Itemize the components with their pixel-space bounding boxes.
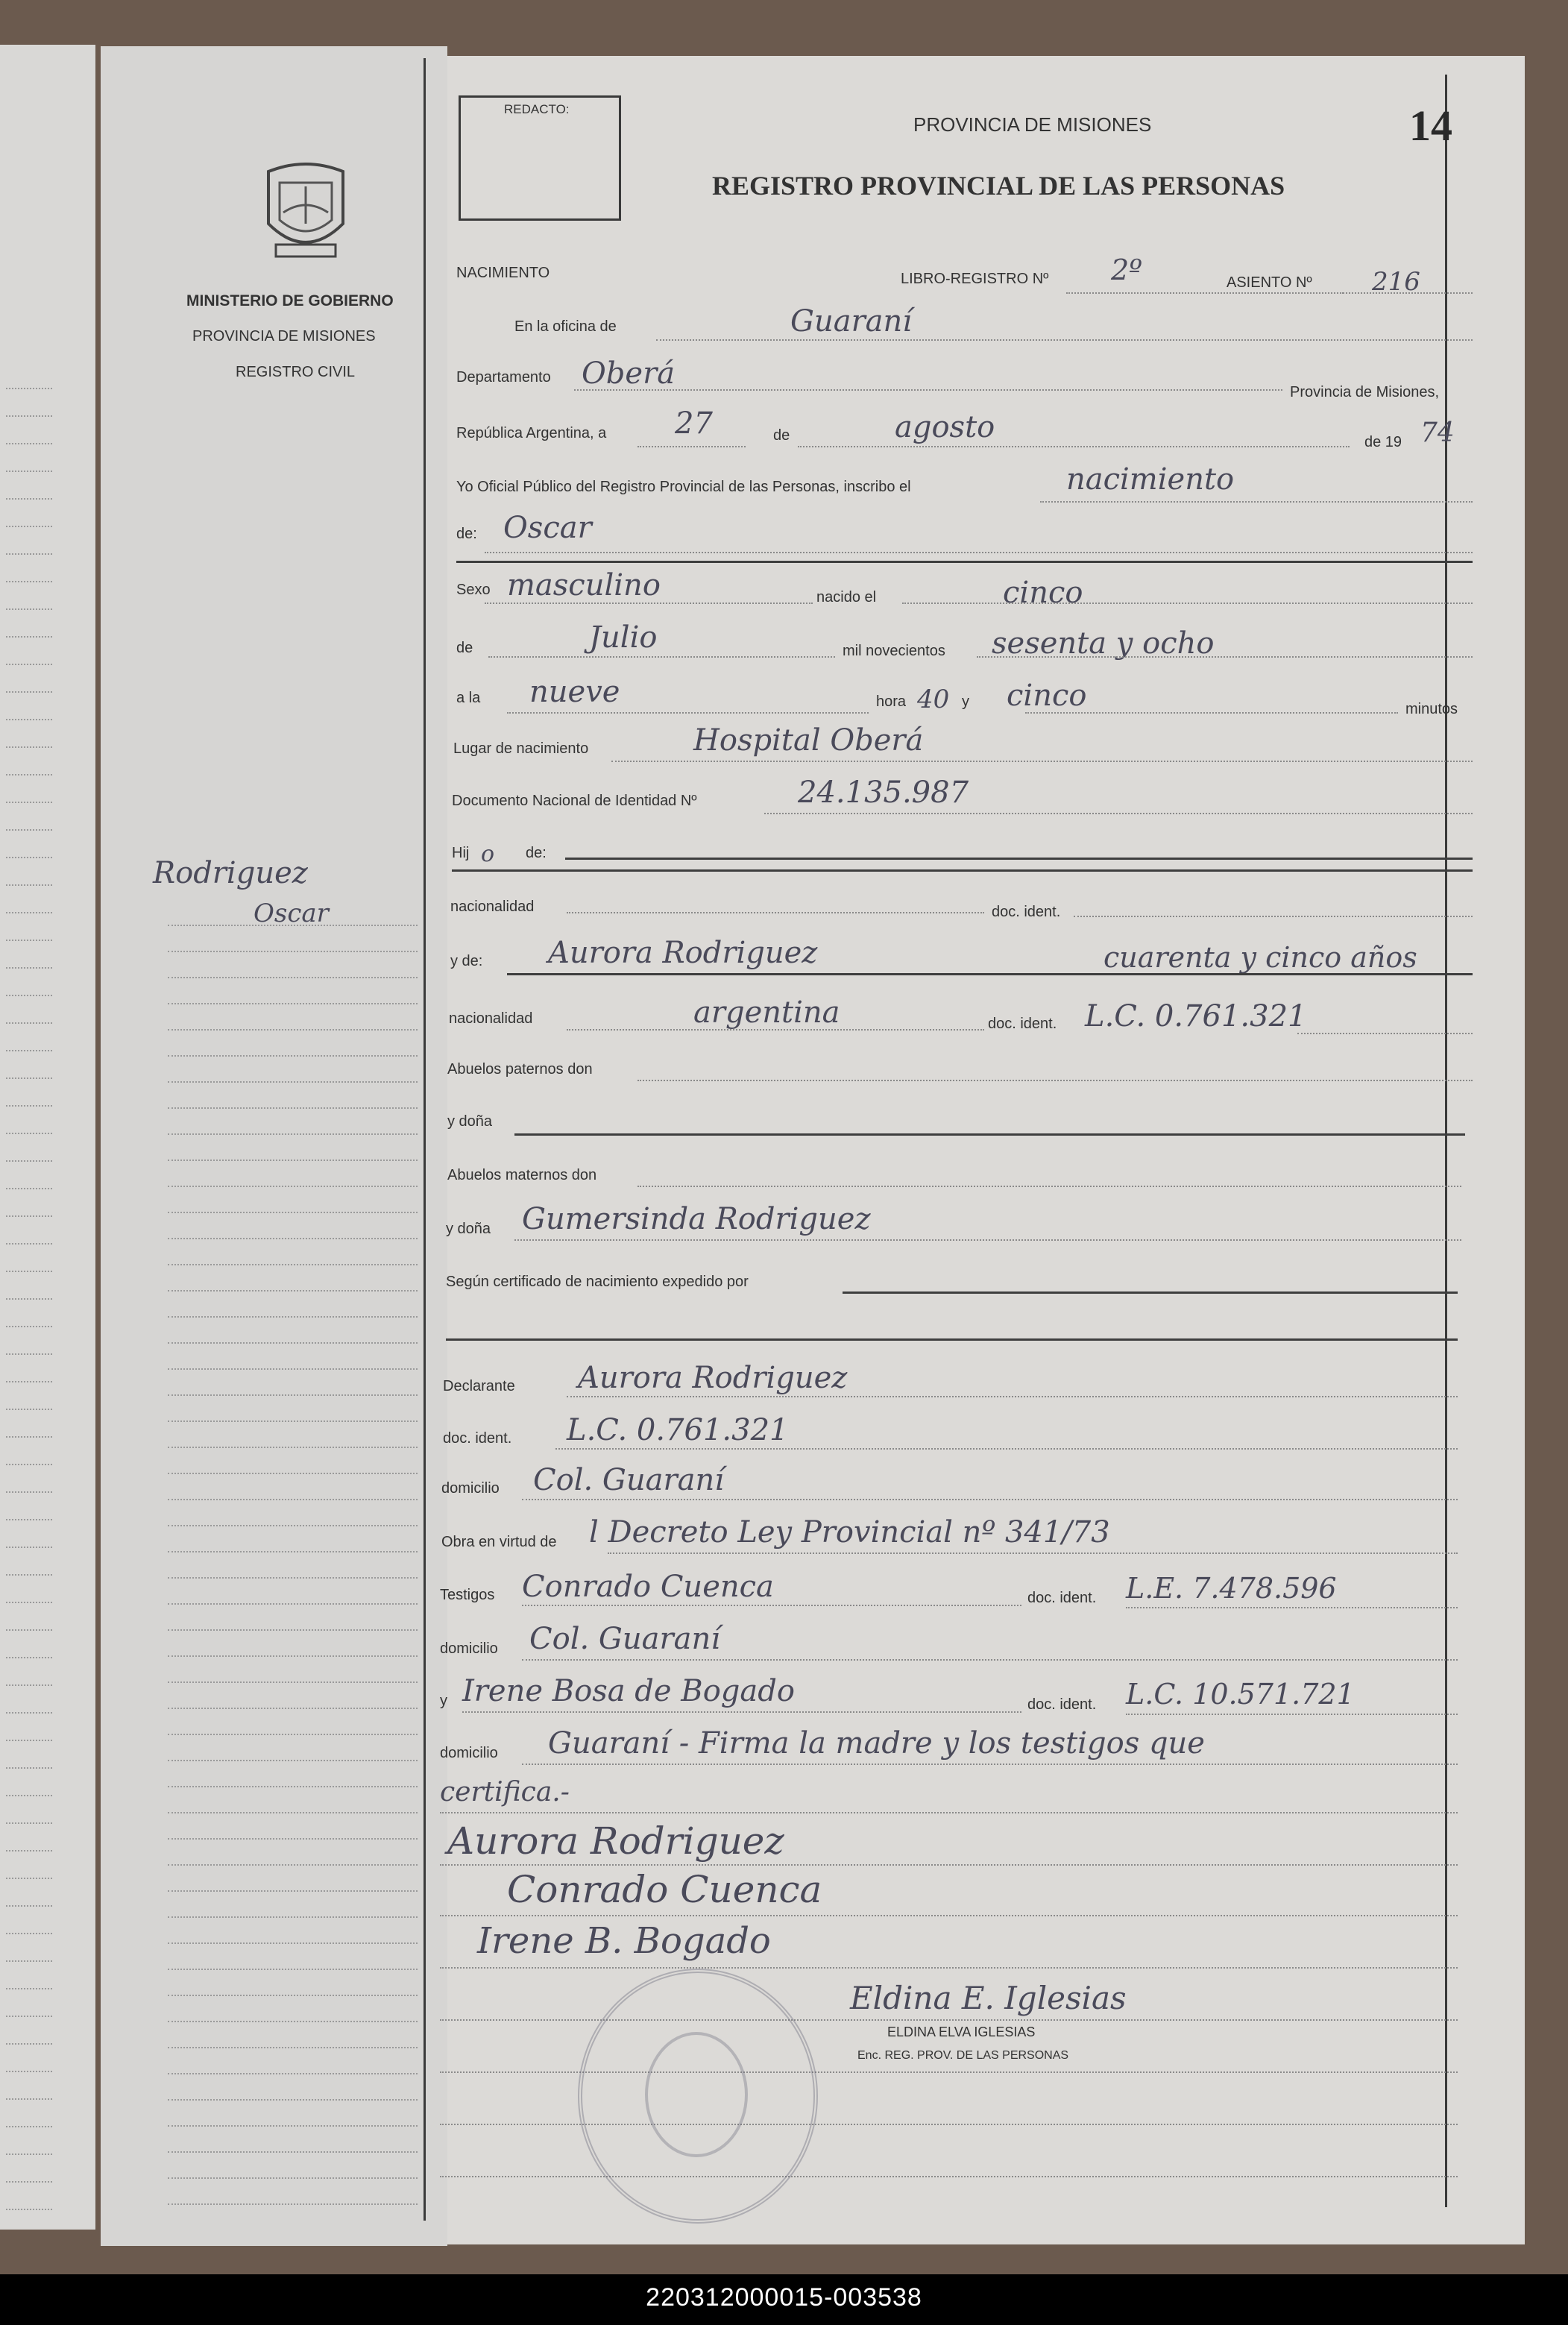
- libro-label: LIBRO-REGISTRO Nº: [901, 271, 1049, 287]
- left-strip-line: [6, 471, 52, 472]
- field-rule-dotted: [514, 1239, 1461, 1241]
- registry-title: REGISTRO PROVINCIAL DE LAS PERSONAS: [712, 171, 1285, 201]
- field-rule-dotted: [440, 1864, 1458, 1866]
- margin-line: [168, 977, 418, 978]
- left-strip-line: [6, 1933, 52, 1934]
- field-rule-dotted: [440, 1812, 1458, 1813]
- signature-irene: Irene B. Bogado: [477, 1920, 771, 1962]
- left-strip-line: [6, 1988, 52, 1989]
- field-rule-dotted: [1025, 712, 1398, 714]
- left-strip-line: [6, 1464, 52, 1465]
- field-rule-dotted: [798, 446, 1350, 447]
- margin-line: [168, 2203, 418, 2205]
- provincia-label: Provincia de Misiones,: [1290, 384, 1440, 400]
- dni-value: 24.135.987: [798, 775, 969, 810]
- left-strip-line: [6, 1215, 52, 1217]
- left-strip-line: [6, 1271, 52, 1272]
- margin-line: [168, 2151, 418, 2153]
- left-strip-line: [6, 1878, 52, 1879]
- nacionalidad2-value: argentina: [693, 995, 840, 1030]
- left-strip-line: [6, 1850, 52, 1851]
- left-strip-line: [6, 2043, 52, 2045]
- domicilio2-value: Col. Guaraní: [529, 1622, 720, 1656]
- right-rule: [1445, 75, 1447, 2207]
- field-rule-solid: [507, 973, 1473, 975]
- field-rule-solid: [565, 858, 1473, 860]
- margin-line: [168, 1238, 418, 1239]
- hijo-suffix: o: [481, 841, 495, 867]
- left-strip-line: [6, 1740, 52, 1741]
- margin-line: [168, 2125, 418, 2127]
- margin-line: [168, 1499, 418, 1500]
- left-strip-line: [6, 995, 52, 996]
- margin-line: [168, 2047, 418, 2048]
- field-rule-solid: [514, 1133, 1465, 1136]
- left-strip-line: [6, 940, 52, 941]
- margin-line: [168, 1838, 418, 1840]
- left-strip-line: [6, 1712, 52, 1714]
- left-strip-line: [6, 498, 52, 500]
- province-heading: PROVINCIA DE MISIONES: [913, 113, 1152, 136]
- margin-line: [168, 1342, 418, 1344]
- left-strip-line: [6, 1133, 52, 1134]
- margin-line: [168, 1890, 418, 1892]
- margin-line: [168, 1603, 418, 1605]
- field-rule-dotted: [608, 1552, 1458, 1554]
- asiento-value: 216: [1372, 267, 1420, 297]
- margin-line: [168, 2021, 418, 2022]
- margin-line: [168, 1264, 418, 1265]
- left-strip-line: [6, 774, 52, 775]
- left-strip-line: [6, 2181, 52, 2183]
- left-strip-line: [6, 1160, 52, 1162]
- margin-line: [168, 1916, 418, 1918]
- stamp-center-icon: [645, 2032, 748, 2157]
- field-rule-solid: [456, 561, 1473, 563]
- margin-line: [168, 1760, 418, 1761]
- margin-note-name: Oscar: [254, 899, 329, 928]
- oficial-text: Yo Oficial Público del Registro Provincial de las Personas, inscribo el: [456, 479, 911, 495]
- field-rule-dotted: [764, 813, 1473, 814]
- margin-line: [168, 1995, 418, 1996]
- margin-line: [168, 1525, 418, 1526]
- field-rule-dotted: [611, 761, 1473, 762]
- left-strip-line: [6, 1684, 52, 1686]
- left-strip-line: [6, 1188, 52, 1189]
- left-strip-line: [6, 829, 52, 831]
- departamento-label: Departamento: [456, 369, 551, 386]
- minutos-value: cinco: [1007, 679, 1087, 713]
- lugar-label: Lugar de nacimiento: [453, 740, 589, 757]
- margin-line: [168, 1003, 418, 1004]
- obra-value: l Decreto Ley Provincial nº 341/73: [589, 1515, 1110, 1550]
- left-rule: [424, 58, 426, 2221]
- left-strip-line: [6, 2153, 52, 2155]
- field-rule-dotted: [522, 1764, 1458, 1765]
- domicilio1-value: Col. Guaraní: [533, 1463, 724, 1497]
- hora-label: hora: [876, 693, 907, 710]
- dni-label: Documento Nacional de Identidad Nº: [452, 793, 697, 809]
- declarante-value: Aurora Rodriguez: [578, 1361, 848, 1395]
- margin-line: [168, 1081, 418, 1083]
- domicilio2-label: domicilio: [440, 1640, 498, 1657]
- inscribo-value: nacimiento: [1066, 462, 1235, 497]
- left-strip-line: [6, 746, 52, 748]
- signature-aurora: Aurora Rodriguez: [447, 1819, 784, 1863]
- field-rule-dotted: [637, 446, 746, 447]
- field-rule-dotted: [522, 1659, 1458, 1661]
- hora-value: 40: [917, 685, 950, 714]
- testigo2-value: Irene Bosa de Bogado: [462, 1674, 795, 1708]
- minutos-label: minutos: [1405, 701, 1458, 717]
- left-strip-line: [6, 1105, 52, 1107]
- hijo-de-label: de:: [526, 845, 547, 861]
- margin-line: [168, 1029, 418, 1031]
- left-strip-line: [6, 1767, 52, 1769]
- field-rule-dotted: [1126, 1714, 1458, 1715]
- nacido-label: nacido el: [816, 589, 877, 605]
- margin-line: [168, 1055, 418, 1057]
- domicilio3-label: domicilio: [440, 1745, 498, 1761]
- docident5-value: L.C. 10.571.721: [1126, 1678, 1355, 1711]
- de2-label: de:: [456, 526, 477, 542]
- yde-label: y de:: [450, 953, 483, 969]
- margin-line: [168, 1812, 418, 1813]
- y-label: y: [962, 693, 969, 710]
- de3-label: de: [456, 640, 473, 656]
- margin-line: [168, 1394, 418, 1396]
- y2-label: y: [440, 1693, 447, 1709]
- margin-line: [168, 1681, 418, 1683]
- lugar-value: Hospital Oberá: [693, 723, 924, 758]
- margin-line: [168, 1655, 418, 1657]
- left-strip-line: [6, 2126, 52, 2127]
- abuelos-pat-label: Abuelos paternos don: [447, 1061, 593, 1077]
- oficina-value: Guaraní: [790, 304, 913, 339]
- left-strip-line: [6, 1519, 52, 1520]
- departamento-value: Oberá: [582, 356, 676, 391]
- margin-line: [168, 1629, 418, 1631]
- field-rule-dotted: [440, 2019, 1458, 2021]
- docident1-label: doc. ident.: [992, 904, 1061, 920]
- left-strip-line: [6, 526, 52, 527]
- field-rule-dotted: [656, 339, 1473, 341]
- mes-nac-value: Julio: [589, 620, 658, 655]
- ydona2-label: y doña: [446, 1221, 491, 1237]
- ministry-line2: PROVINCIA DE MISIONES: [192, 328, 376, 344]
- margin-note-surname: Rodriguez: [153, 856, 308, 890]
- nacionalidad1-label: nacionalidad: [450, 899, 535, 915]
- field-rule-dotted: [1074, 916, 1473, 917]
- left-strip-line: [6, 857, 52, 858]
- ministry-line1: MINISTERIO DE GOBIERNO: [186, 292, 394, 309]
- left-strip-line: [6, 388, 52, 389]
- left-strip-line: [6, 912, 52, 913]
- margin-line: [168, 1290, 418, 1292]
- anio-nac-value: sesenta y ocho: [992, 626, 1215, 661]
- ydona1-label: y doña: [447, 1113, 493, 1130]
- margin-line: [168, 2177, 418, 2179]
- docident4-value: L.E. 7.478.596: [1126, 1572, 1337, 1605]
- left-strip-line: [6, 636, 52, 638]
- docident5-label: doc. ident.: [1027, 1696, 1097, 1713]
- margin-line: [168, 1942, 418, 1944]
- signature-conrado: Conrado Cuenca: [507, 1868, 822, 1911]
- left-strip-line: [6, 1795, 52, 1796]
- redacto-label: REDACTO:: [504, 102, 570, 116]
- field-rule-dotted: [507, 712, 869, 714]
- margin-line: [168, 1864, 418, 1866]
- docident3-label: doc. ident.: [443, 1430, 512, 1447]
- left-strip-line: [6, 608, 52, 610]
- page-number: 14: [1409, 101, 1452, 150]
- left-strip-line: [6, 1381, 52, 1382]
- dia-value: 27: [675, 406, 713, 441]
- sexo-label: Sexo: [456, 582, 491, 598]
- official-title: Enc. REG. PROV. DE LAS PERSONAS: [857, 2049, 1069, 2062]
- margin-line: [168, 1316, 418, 1318]
- nacionalidad2-label: nacionalidad: [449, 1010, 533, 1027]
- field-rule-dotted: [488, 656, 835, 658]
- field-rule-dotted: [522, 1605, 1021, 1606]
- madre-edad-value: cuarenta y cinco años: [1103, 941, 1417, 974]
- ydona2-value: Gumersinda Rodriguez: [522, 1202, 871, 1236]
- field-rule-dotted: [567, 1029, 984, 1031]
- nacido-value: cinco: [1003, 576, 1083, 610]
- margin-line: [168, 1133, 418, 1135]
- left-strip-line: [6, 664, 52, 665]
- margin-line: [168, 1551, 418, 1552]
- left-strip-line: [6, 1822, 52, 1824]
- anio-label: de 19: [1364, 434, 1402, 450]
- left-strip-line: [6, 1547, 52, 1548]
- mes-value: agosto: [895, 410, 995, 444]
- margin-line: [168, 1212, 418, 1213]
- field-rule-solid: [446, 1338, 1458, 1341]
- asiento-label: ASIENTO Nº: [1227, 274, 1312, 291]
- field-rule-dotted: [440, 1915, 1458, 1916]
- field-rule-dotted: [637, 1080, 1473, 1081]
- left-strip-line: [6, 967, 52, 969]
- left-strip-line: [6, 1602, 52, 1603]
- field-rule-dotted: [1040, 501, 1473, 503]
- image-id-caption: 220312000015-003538: [646, 2283, 922, 2312]
- left-strip-line: [6, 1353, 52, 1355]
- margin-line: [168, 1786, 418, 1787]
- docident2-value: L.C. 0.761.321: [1085, 999, 1307, 1033]
- left-strip-line: [6, 553, 52, 555]
- left-strip-line: [6, 2098, 52, 2100]
- domicilio1-label: domicilio: [441, 1480, 500, 1497]
- mil-label: mil novecientos: [843, 643, 945, 659]
- madre-value: Aurora Rodriguez: [548, 936, 818, 970]
- field-rule-dotted: [440, 2176, 1458, 2177]
- field-rule-dotted: [567, 1396, 1458, 1397]
- left-strip-line: [6, 1629, 52, 1631]
- field-rule-dotted: [1126, 1607, 1458, 1608]
- oficina-label: En la oficina de: [514, 318, 617, 335]
- left-strip-line: [6, 2209, 52, 2210]
- margin-line: [168, 1473, 418, 1474]
- margin-line: [168, 1421, 418, 1422]
- docident2-label: doc. ident.: [988, 1016, 1057, 1032]
- left-strip-line: [6, 2016, 52, 2017]
- margin-line: [168, 951, 418, 952]
- testigo1-value: Conrado Cuenca: [522, 1570, 774, 1604]
- left-strip-line: [6, 884, 52, 886]
- field-rule-solid: [452, 869, 1473, 872]
- sexo-value: masculino: [507, 568, 661, 603]
- left-strip-line: [6, 1436, 52, 1438]
- field-rule-solid: [843, 1292, 1458, 1294]
- field-rule-dotted: [977, 656, 1473, 658]
- left-strip-line: [6, 1905, 52, 1907]
- left-strip-line: [6, 1326, 52, 1327]
- margin-line: [168, 1186, 418, 1187]
- field-rule-dotted: [1342, 292, 1473, 294]
- left-strip-line: [6, 2071, 52, 2072]
- left-strip-line: [6, 719, 52, 720]
- field-rule-dotted: [574, 389, 1282, 391]
- left-strip-line: [6, 1077, 52, 1079]
- margin-line: [168, 1734, 418, 1735]
- domicilio3-value: Guaraní - Firma la madre y los testigos que: [548, 1726, 1205, 1761]
- ala-label: a la: [456, 690, 481, 706]
- left-strip-line: [6, 1960, 52, 1962]
- field-rule-dotted: [462, 1711, 1021, 1713]
- testigos-label: Testigos: [440, 1587, 495, 1603]
- left-strip-line: [6, 1657, 52, 1658]
- margin-line: [168, 1368, 418, 1370]
- docident3-value: L.C. 0.761.321: [567, 1413, 789, 1447]
- left-strip-line: [6, 415, 52, 417]
- margin-line: [168, 1577, 418, 1579]
- declarante-label: Declarante: [443, 1378, 515, 1394]
- left-page-edge: [0, 45, 95, 2230]
- obra-label: Obra en virtud de: [441, 1534, 557, 1550]
- official-name: ELDINA ELVA IGLESIAS: [887, 2024, 1036, 2039]
- left-strip-line: [6, 443, 52, 444]
- left-strip-line: [6, 1574, 52, 1576]
- margin-line: [168, 1969, 418, 1970]
- field-rule-dotted: [1297, 1033, 1473, 1034]
- field-rule-dotted: [485, 603, 813, 604]
- certifica-value: certifica.-: [440, 1777, 570, 1808]
- left-strip-line: [6, 1491, 52, 1493]
- left-strip-line: [6, 691, 52, 693]
- libro-value: 2º: [1111, 254, 1143, 286]
- redacto-box: [459, 95, 621, 221]
- left-strip-line: [6, 581, 52, 582]
- field-rule-dotted: [567, 912, 984, 913]
- hijo-label: Hij: [452, 845, 470, 861]
- field-rule-dotted: [440, 1967, 1458, 1969]
- field-rule-dotted: [902, 603, 1473, 604]
- left-strip-line: [6, 1022, 52, 1024]
- left-strip-line: [6, 1243, 52, 1245]
- margin-line: [168, 2099, 418, 2101]
- ala-value: nueve: [529, 675, 620, 709]
- field-rule-dotted: [522, 1499, 1458, 1500]
- republica-label: República Argentina, a: [456, 425, 607, 441]
- margin-line: [168, 1107, 418, 1109]
- margin-line: [168, 1708, 418, 1709]
- nombre-value: Oscar: [503, 511, 592, 545]
- docident4-label: doc. ident.: [1027, 1590, 1097, 1606]
- field-rule-dotted: [637, 1186, 1461, 1187]
- de-label: de: [773, 427, 790, 444]
- margin-line: [168, 2073, 418, 2074]
- left-strip-line: [6, 802, 52, 803]
- coat-of-arms-seal-icon: [254, 157, 358, 268]
- field-rule-dotted: [485, 552, 1473, 553]
- abuelos-mat-label: Abuelos maternos don: [447, 1167, 597, 1183]
- anio-value: 74: [1420, 418, 1455, 448]
- nacimiento-label: NACIMIENTO: [456, 265, 550, 281]
- ministry-line3: REGISTRO CIVIL: [236, 364, 356, 380]
- left-strip-line: [6, 1409, 52, 1410]
- left-strip-line: [6, 1050, 52, 1051]
- segun-label: Según certificado de nacimiento expedido por: [446, 1274, 749, 1290]
- left-strip-line: [6, 1298, 52, 1300]
- margin-line: [168, 1160, 418, 1161]
- signature-official: Eldina E. Iglesias: [850, 1980, 1127, 2016]
- field-rule-dotted: [555, 1448, 1458, 1450]
- margin-line: [168, 1447, 418, 1448]
